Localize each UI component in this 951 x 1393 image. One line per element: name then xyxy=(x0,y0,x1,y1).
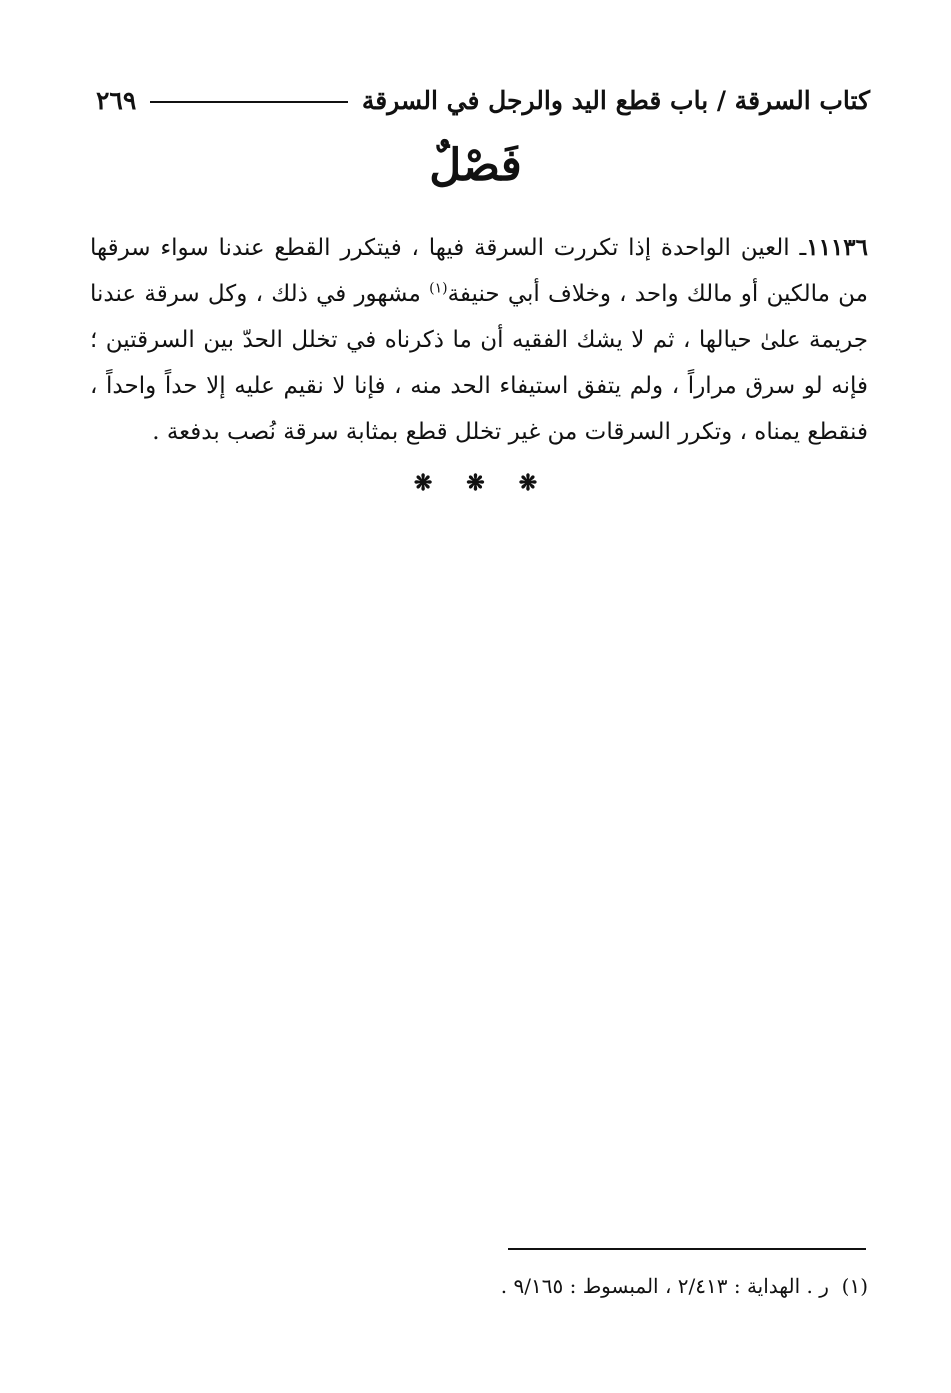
asterism-icon: ❋ xyxy=(466,470,485,496)
footnote-text: ر . الهداية : ٢/٤١٣ ، المبسوط : ٩/١٦٥ . xyxy=(500,1274,829,1298)
page-number: ٢٦٩ xyxy=(96,85,137,115)
body-paragraph xyxy=(90,225,868,455)
header-title: كتاب السرقة / باب قطع اليد والرجل في السرقة xyxy=(361,85,870,115)
entry-number: ١١١٣٦ xyxy=(806,234,868,261)
header-rule xyxy=(150,101,348,103)
section-end-ornament xyxy=(0,470,951,496)
body-text-part-2: مشهور في ذلك ، وكل سرقة عندنا جريمة علىٰ حيالها ، ثم لا يشك الفقيه أن ما ذكرناه في تخلل الحدّ بين السرقتين ؛ فإنه لو سرق مراراً ، ولم يتفق استيفاء الحد منه ، فإنا لا نقيم عليه إلا حداً واحداً ، فنقطع يمناه ، وتكرر السرقات من غير تخلل قطع بمثابة سرقة نُصب بدفعة . xyxy=(90,281,868,445)
footnote-marker: (١) xyxy=(841,1274,868,1298)
footnote-reference[interactable]: (١) xyxy=(429,280,448,297)
section-heading: فَصْلٌ xyxy=(429,140,522,191)
asterism-icon: ❋ xyxy=(413,470,433,496)
asterism-icon: ❋ xyxy=(518,470,538,496)
body-text-part-1: ـ العين الواحدة إذا تكررت السرقة فيها ، فيتكرر القطع عندنا سواء سرقها من مالكين أو مالك واحد ، وخلاف أبي حنيفة xyxy=(90,235,868,307)
footnote-separator xyxy=(508,1248,866,1250)
running-header xyxy=(90,80,870,120)
footnote xyxy=(90,1274,868,1298)
